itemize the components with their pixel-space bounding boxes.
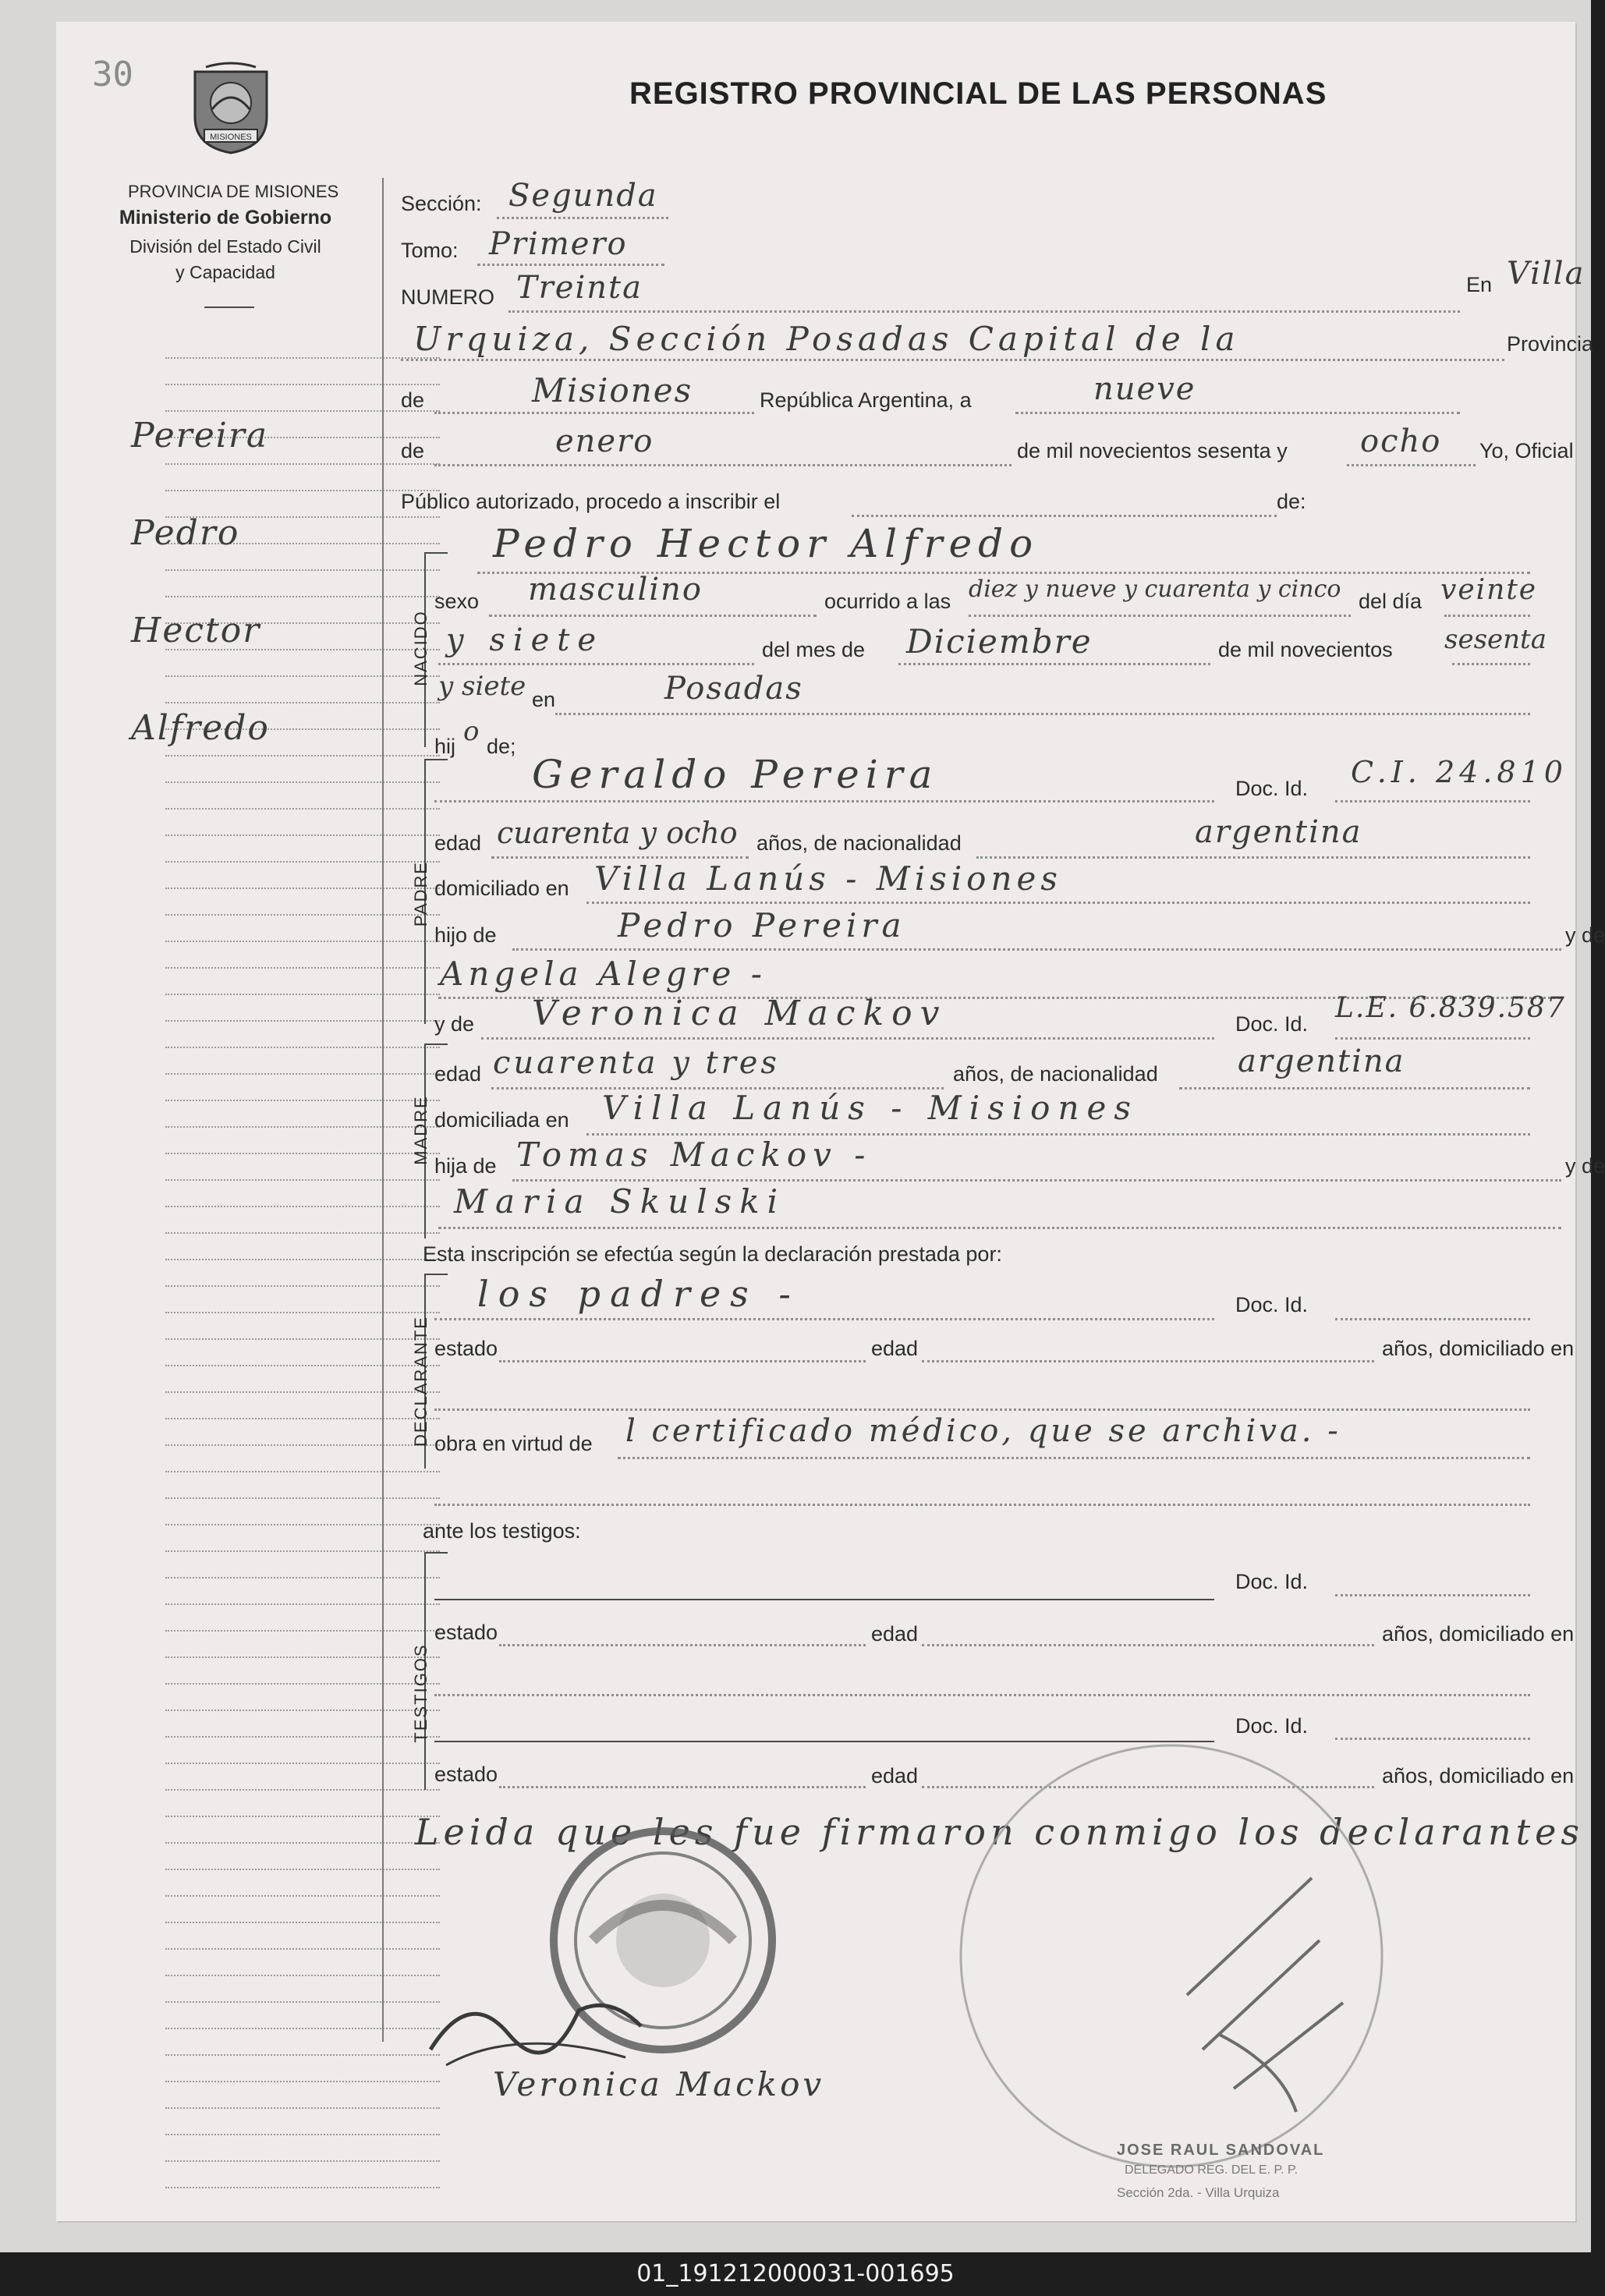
declarante-anos-label: años, domiciliado en bbox=[1382, 1337, 1575, 1360]
margin-rule bbox=[165, 357, 440, 359]
year-born-value: sesenta bbox=[1444, 624, 1547, 655]
margin-rule bbox=[165, 2081, 440, 2082]
numero-label: NUMERO bbox=[401, 285, 494, 309]
madre-nac-label: años, de nacionalidad bbox=[953, 1062, 1158, 1086]
margin-rule bbox=[165, 569, 440, 571]
margin-rule bbox=[165, 702, 440, 703]
padre-nac-line bbox=[976, 856, 1530, 859]
registry-title: REGISTRO PROVINCIAL DE LAS PERSONAS bbox=[629, 76, 1327, 111]
testigo1-edad-label: edad bbox=[871, 1622, 919, 1646]
padre-nac-value: argentina bbox=[1195, 814, 1362, 850]
declarante-name: los padres - bbox=[477, 1273, 800, 1315]
de-label: de bbox=[401, 388, 425, 412]
madre-section-label: MADRE bbox=[411, 1095, 430, 1165]
declarante-bracket-top bbox=[424, 1274, 448, 1275]
image-caption: 01_191212000031-001695 bbox=[0, 2252, 1591, 2296]
margin-rule bbox=[165, 2187, 440, 2188]
declarante-doc-line bbox=[1335, 1318, 1530, 1320]
seccion-line bbox=[497, 217, 668, 219]
margin-rule bbox=[165, 1922, 440, 1923]
margin-rule bbox=[165, 1444, 440, 1446]
margin-rule bbox=[165, 1471, 440, 1472]
testigo1-dom-line bbox=[434, 1694, 1530, 1696]
birth-place-line bbox=[555, 713, 1530, 715]
padre-hijo-value: Pedro Pereira bbox=[618, 906, 906, 944]
margin-rule bbox=[165, 941, 440, 942]
day-value: nueve bbox=[1093, 371, 1196, 407]
margin-rule bbox=[165, 914, 440, 916]
mes-value: Diciembre bbox=[906, 622, 1093, 661]
margin-rule bbox=[165, 888, 440, 889]
dia-line-2 bbox=[438, 663, 754, 665]
child-name: Pedro Hector Alfredo bbox=[493, 521, 1040, 566]
madre-edad-label: edad bbox=[434, 1062, 482, 1086]
margin-rule bbox=[165, 1869, 440, 1870]
tomo-line bbox=[477, 264, 664, 266]
padre-doc-value: C.I. 24.810 bbox=[1351, 755, 1568, 789]
birth-place-value: Posadas bbox=[664, 671, 803, 707]
padre-name-line bbox=[434, 800, 1214, 803]
margin-rule bbox=[165, 1020, 440, 1022]
declarante-section-label: DECLARANTE bbox=[411, 1316, 430, 1447]
dia-value-2: y siete bbox=[446, 622, 604, 658]
margin-rule bbox=[165, 2028, 440, 2029]
division-name: División del Estado Civil bbox=[129, 236, 321, 257]
margin-rule bbox=[165, 861, 440, 863]
testigo1-edad-line bbox=[922, 1644, 1374, 1646]
obra-label: obra en virtud de bbox=[434, 1432, 593, 1455]
margin-rule bbox=[165, 1047, 440, 1048]
stamp-line-1: JOSE RAUL SANDOVAL bbox=[1117, 2142, 1325, 2159]
day-line bbox=[1015, 412, 1460, 414]
madre-nac-value: argentina bbox=[1238, 1043, 1405, 1079]
month-line bbox=[434, 464, 1012, 466]
margin-rule bbox=[165, 1338, 440, 1340]
signature-text: Veronica Mackov bbox=[493, 2065, 825, 2103]
testigos-bracket-top bbox=[424, 1552, 448, 1554]
nacido-section-label: NACIDO bbox=[411, 610, 430, 686]
stamp-line-3: Sección 2da. - Villa Urquiza bbox=[1117, 2185, 1280, 2200]
margin-rule bbox=[165, 967, 440, 969]
margin-rule bbox=[165, 1630, 440, 1632]
margin-rule bbox=[165, 675, 440, 677]
publico-label: Público autorizado, procedo a inscribir el bbox=[401, 490, 781, 513]
publico-line bbox=[852, 515, 1277, 517]
testigo2-anos-label: años, domiciliado en bbox=[1382, 1764, 1575, 1788]
page-number: 30 bbox=[92, 55, 133, 94]
margin-rule bbox=[165, 1710, 440, 1711]
margin-rule bbox=[165, 2001, 440, 2003]
declarante-estado-line bbox=[499, 1360, 866, 1362]
year-label: de mil novecientos sesenta y bbox=[1017, 439, 1288, 462]
madre-hija-label: hija de bbox=[434, 1154, 497, 1178]
sexo-line bbox=[489, 615, 817, 617]
padre-doc-label: Doc. Id. bbox=[1235, 777, 1309, 800]
seccion-label: Sección: bbox=[401, 192, 482, 215]
header-divider bbox=[204, 306, 254, 308]
numero-line bbox=[508, 310, 1460, 313]
margin-rule bbox=[165, 1365, 440, 1366]
tomo-value: Primero bbox=[489, 226, 628, 262]
margin-rule bbox=[165, 2160, 440, 2162]
division-name-2: y Capacidad bbox=[175, 262, 275, 282]
place-value: Urquiza, Sección Posadas Capital de la bbox=[413, 320, 1240, 358]
nacido-bracket-top bbox=[424, 552, 448, 554]
margin-rule bbox=[165, 1153, 440, 1154]
testigo2-estado-line bbox=[499, 1786, 866, 1788]
margin-rule bbox=[165, 834, 440, 836]
en-value: Villa bbox=[1507, 256, 1586, 292]
madre-yde2-label: y de bbox=[1565, 1154, 1605, 1178]
testigo1-estado-label: estado bbox=[434, 1621, 498, 1644]
margin-rule bbox=[165, 463, 440, 465]
margin-divider bbox=[382, 178, 384, 2042]
testigos-label: ante los testigos: bbox=[423, 1519, 581, 1543]
margin-rule bbox=[165, 1100, 440, 1101]
coat-of-arms-icon bbox=[189, 62, 273, 154]
margin-rule bbox=[165, 1179, 440, 1181]
padre-edad-value: cuarenta y ocho bbox=[497, 816, 738, 850]
testigo1-doc-label: Doc. Id. bbox=[1235, 1570, 1309, 1593]
margin-rule bbox=[165, 1232, 440, 1234]
declarante-edad-label: edad bbox=[871, 1337, 919, 1360]
hijo-suffix: o bbox=[463, 716, 481, 747]
republica-label: República Argentina, a bbox=[760, 388, 972, 412]
testigo1-doc-line bbox=[1335, 1594, 1530, 1596]
obra-line bbox=[618, 1457, 1530, 1459]
margin-rule bbox=[165, 1656, 440, 1658]
ministry-name: Ministerio de Gobierno bbox=[119, 207, 332, 229]
padre-nac-label: años, de nacionalidad bbox=[756, 831, 962, 855]
margin-rule bbox=[165, 596, 440, 597]
madre-doc-label: Doc. Id. bbox=[1235, 1012, 1309, 1036]
place-line bbox=[401, 359, 1504, 361]
stamp-line-2: DELEGADO REG. DEL E. P. P. bbox=[1125, 2163, 1299, 2177]
year-line bbox=[1347, 464, 1476, 466]
margin-rule bbox=[165, 1497, 440, 1499]
dia-line bbox=[1444, 615, 1530, 617]
padre-doc-line bbox=[1335, 800, 1530, 803]
margin-rule bbox=[165, 2134, 440, 2135]
hijo-label: hij bbox=[434, 735, 456, 758]
madre-bracket-top bbox=[424, 1043, 448, 1045]
padre-hijo-line bbox=[512, 948, 1561, 951]
madre-name-line bbox=[481, 1037, 1214, 1040]
declarante-estado-label: estado bbox=[434, 1337, 498, 1360]
mil-label: de mil novecientos bbox=[1218, 638, 1393, 661]
margin-rule bbox=[165, 808, 440, 810]
margin-rule bbox=[165, 1206, 440, 1207]
padre-yde-label: y de bbox=[1565, 923, 1605, 947]
padre-mother-value: Angela Alegre - bbox=[440, 955, 767, 993]
hijo-de-label: de; bbox=[487, 735, 516, 758]
hour-line bbox=[969, 615, 1351, 617]
padre-section-label: PADRE bbox=[411, 860, 430, 927]
madre-mother-value: Maria Skulski bbox=[454, 1182, 786, 1221]
mes-line bbox=[898, 663, 1210, 665]
testigo2-edad-label: edad bbox=[871, 1764, 919, 1788]
margin-rule bbox=[165, 1391, 440, 1393]
madre-yde-label: y de bbox=[434, 1012, 475, 1036]
seccion-value: Segunda bbox=[508, 178, 658, 214]
margin-rule bbox=[165, 781, 440, 783]
sexo-value: masculino bbox=[528, 572, 703, 608]
madre-doc-line bbox=[1335, 1037, 1530, 1040]
margin-rule bbox=[165, 490, 440, 491]
testigo2-estado-label: estado bbox=[434, 1763, 498, 1786]
margin-rule bbox=[165, 1550, 440, 1552]
margin-rule bbox=[165, 1763, 440, 1764]
padre-name: Geraldo Pereira bbox=[532, 752, 939, 797]
declaracion-label: Esta inscripción se efectúa según la declaración prestada por: bbox=[423, 1242, 1002, 1266]
testigo1-name-line bbox=[434, 1599, 1214, 1600]
declarante-doc-label: Doc. Id. bbox=[1235, 1293, 1309, 1316]
declarante-name-line bbox=[434, 1318, 1214, 1320]
tomo-label: Tomo: bbox=[401, 239, 459, 262]
scribble-signature-icon bbox=[423, 1956, 657, 2081]
margin-rule bbox=[165, 1975, 440, 1976]
del-dia-label: del día bbox=[1359, 590, 1423, 613]
declarante-edad-line bbox=[922, 1360, 1374, 1362]
margin-rule bbox=[165, 2054, 440, 2056]
margin-given-name-3: Alfredo bbox=[131, 708, 270, 748]
madre-name: Veronica Mackov bbox=[532, 994, 948, 1033]
margin-given-name-1: Pedro bbox=[131, 513, 240, 553]
margin-rule bbox=[165, 1073, 440, 1075]
mes-label: del mes de bbox=[762, 638, 866, 661]
testigo1-estado-line bbox=[499, 1644, 866, 1646]
year-value: ocho bbox=[1360, 423, 1442, 459]
madre-hija-line bbox=[512, 1179, 1561, 1182]
margin-rule bbox=[165, 1603, 440, 1605]
margin-rule bbox=[165, 755, 440, 756]
margin-rule bbox=[165, 1259, 440, 1260]
margin-rule bbox=[165, 1895, 440, 1897]
padre-dom-value: Villa Lanús - Misiones bbox=[594, 859, 1062, 898]
madre-mother-line bbox=[438, 1227, 1561, 1229]
year-born-value-2: y siete bbox=[438, 671, 526, 702]
declarante-extra-line bbox=[434, 1504, 1530, 1506]
testigo1-anos-label: años, domiciliado en bbox=[1382, 1622, 1575, 1646]
provincia-label: Provincia bbox=[1507, 332, 1594, 356]
margin-rule bbox=[165, 994, 440, 995]
margin-rule bbox=[165, 1683, 440, 1685]
madre-edad-value: cuarenta y tres bbox=[493, 1045, 780, 1081]
madre-doc-value: L.E. 6.839.587 bbox=[1335, 992, 1566, 1024]
faint-stamp-icon bbox=[953, 1738, 1390, 2174]
dia-value: veinte bbox=[1440, 574, 1538, 606]
margin-rule bbox=[165, 1418, 440, 1419]
margin-surname: Pereira bbox=[131, 416, 269, 455]
year-born-line bbox=[1452, 663, 1530, 665]
sexo-label: sexo bbox=[434, 590, 480, 613]
margin-rule bbox=[165, 1948, 440, 1950]
month-value: enero bbox=[555, 423, 654, 459]
province-value: Misiones bbox=[532, 371, 693, 409]
registry-sheet bbox=[56, 22, 1605, 2221]
madre-nac-line bbox=[1179, 1087, 1530, 1090]
margin-rule bbox=[165, 1842, 440, 1844]
madre-dom-value: Villa Lanús - Misiones bbox=[602, 1089, 1139, 1127]
seal-label: MISIONES bbox=[210, 133, 252, 142]
padre-bracket-top bbox=[424, 759, 448, 760]
madre-dom-label: domiciliada en bbox=[434, 1108, 569, 1132]
margin-rule bbox=[165, 1736, 440, 1738]
oficial-label: Yo, Oficial bbox=[1479, 439, 1574, 462]
margin-rule bbox=[165, 384, 440, 385]
margin-rule bbox=[165, 2107, 440, 2109]
nacido-en-label: en bbox=[532, 688, 556, 711]
margin-rule bbox=[165, 1577, 440, 1578]
padre-dom-line bbox=[586, 902, 1530, 904]
margin-rule bbox=[165, 1126, 440, 1128]
hour-value: diez y nueve y cuarenta y cinco bbox=[969, 576, 1341, 603]
margin-rule bbox=[165, 1816, 440, 1817]
margin-given-name-2: Hector bbox=[131, 611, 261, 650]
province-line bbox=[434, 412, 754, 414]
margin-rule bbox=[165, 1285, 440, 1287]
closing-text: Leida que les fue firmaron conmigo los declarantes bbox=[415, 1811, 1584, 1853]
obra-value: l certificado médico, que se archiva. - bbox=[625, 1413, 1341, 1449]
declarante-dom-line bbox=[434, 1408, 1530, 1411]
padre-hijo-label: hijo de bbox=[434, 923, 497, 947]
testigos-section-label: TESTIGOS bbox=[411, 1643, 430, 1743]
margin-rule bbox=[165, 1524, 440, 1525]
madre-hija-value: Tomas Mackov - bbox=[516, 1136, 872, 1174]
en-label: En bbox=[1466, 273, 1493, 296]
testigo2-doc-label: Doc. Id. bbox=[1235, 1714, 1309, 1738]
numero-value: Treinta bbox=[516, 270, 643, 306]
de2-label: de bbox=[401, 439, 425, 462]
margin-rule bbox=[165, 1312, 440, 1313]
de3-label: de: bbox=[1277, 490, 1306, 513]
padre-dom-label: domiciliado en bbox=[434, 877, 569, 900]
padre-edad-label: edad bbox=[434, 831, 482, 855]
padre-edad-line bbox=[491, 856, 749, 859]
margin-rule bbox=[165, 1789, 440, 1791]
margin-rule bbox=[165, 410, 440, 412]
province-name: PROVINCIA DE MISIONES bbox=[128, 182, 339, 201]
ocurrido-label: ocurrido a las bbox=[824, 590, 951, 613]
